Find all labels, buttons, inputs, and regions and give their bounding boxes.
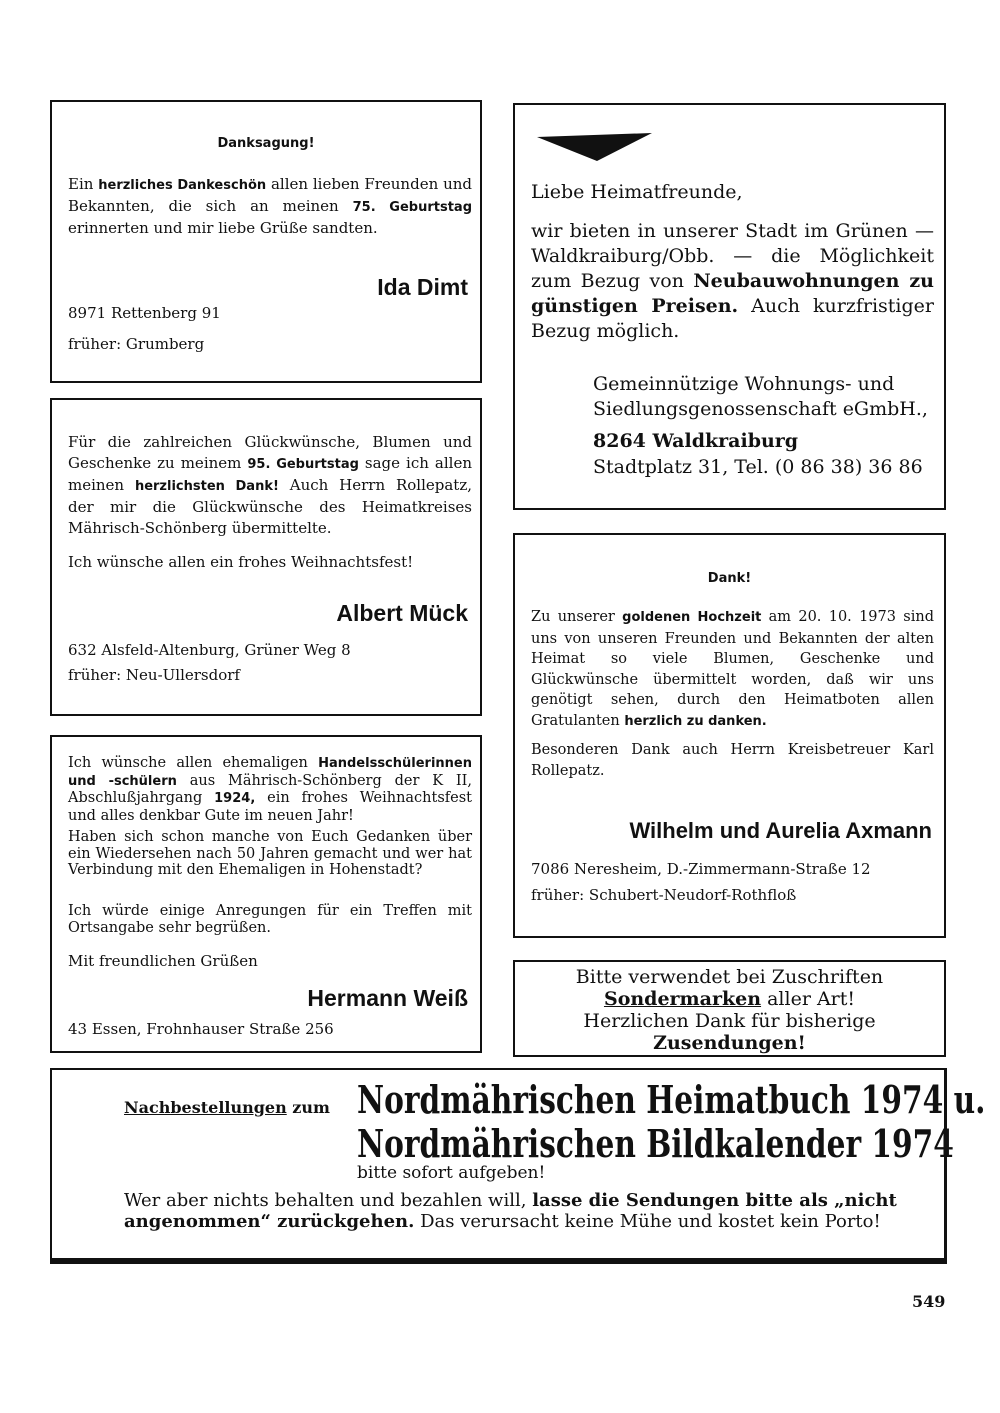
ad-title: Danksagung! xyxy=(217,136,315,151)
wish-text: Ich wünsche allen ein frohes Weihnachtsfest! xyxy=(68,553,414,571)
page-number: 549 xyxy=(912,1292,946,1311)
ad-paragraph: Besonderen Dank auch Herrn Kreisbetreuer Karl Rollepatz. xyxy=(531,742,934,779)
ad-title: Dank! xyxy=(707,571,752,586)
lead-text: Nachbestellungen zum xyxy=(124,1098,330,1117)
ad-text: Wer aber nichts behalten und bezahlen will, lasse die Sendungen bitte als „nicht angenommen“ zurückgehen. Das verursacht keine Mühe und kostet kein Porto! xyxy=(124,1190,897,1232)
ad-stamps-request xyxy=(513,960,946,1057)
company-address: Stadtplatz 31, Tel. (0 86 38) 36 86 xyxy=(593,456,923,478)
book-title: Nordmährischen Heimatbuch 1974 u. xyxy=(357,1077,986,1122)
ad-text: Ich wünsche allen ehemaligen Handelsschülerinnen und -schülern aus Mährisch-Schönberg der K II, Abschlußjahrgang 1924, ein frohes Weihnachtsfest und alles denkbar Gute im neuen Jahr! xyxy=(68,755,472,824)
address: 8971 Rettenberg 91 xyxy=(68,304,221,322)
notice-line: Bitte verwendet bei Zuschriften xyxy=(575,966,884,988)
address: 632 Alsfeld-Altenburg, Grüner Weg 8 xyxy=(68,641,351,659)
signature: Ida Dimt xyxy=(377,274,468,300)
company-city: 8264 Waldkraiburg xyxy=(593,430,799,452)
address: 7086 Neresheim, D.-Zimmermann-Straße 12 xyxy=(531,860,871,878)
former-residence: früher: Schubert-Neudorf-Rothfloß xyxy=(531,886,797,904)
signature: Hermann Weiß xyxy=(307,985,468,1011)
ad-text: Für die zahlreichen Glückwünsche, Blumen und Geschenke zu meinem 95. Geburtstag sage ich allen meinen herzlichsten Dank! Auch Herrn Rollepatz, der mir die Glückwünsche des Heimatkreises Mährisch-Schönberg übermittelte. xyxy=(68,433,473,537)
notice-line: Sondermarken aller Art! xyxy=(603,988,856,1010)
ad-text: Ein herzliches Dankeschön allen lieben Freunden und Bekannten, die sich an meinen 75. Geburtstag erinnerten und mir liebe Grüße sandten. xyxy=(68,175,472,237)
signature: Albert Mück xyxy=(336,600,468,626)
arrow-down-icon xyxy=(537,133,652,163)
ad-text: wir bieten in unserer Stadt im Grünen — Waldkraiburg/Obb. — die Möglichkeit zum Bezug von Neubauwohnungen zu günstigen Preisen. Auch kurzfristiger Bezug möglich. xyxy=(531,220,934,342)
former-residence: früher: Grumberg xyxy=(68,335,205,353)
company-name-cont: Siedlungsgenossenschaft eGmbH., xyxy=(593,398,928,420)
order-instruction: bitte sofort aufgeben! xyxy=(357,1163,546,1183)
ad-reorder-notice xyxy=(50,1068,986,1264)
address: 43 Essen, Frohnhauser Straße 256 xyxy=(68,1020,334,1038)
ad-class-reunion xyxy=(50,735,482,1053)
greeting: Mit freundlichen Grüßen xyxy=(68,952,258,970)
salutation: Liebe Heimatfreunde, xyxy=(531,181,743,203)
former-residence: früher: Neu-Ullersdorf xyxy=(68,666,240,684)
notice-line: Zusendungen! xyxy=(653,1032,806,1054)
company-name: Gemeinnützige Wohnungs- und xyxy=(593,373,895,395)
notice-line: Herzlichen Dank für bisherige xyxy=(583,1010,876,1032)
calendar-title: Nordmährischen Bildkalender 1974 xyxy=(357,1121,954,1166)
signature: Wilhelm und Aurelia Axmann xyxy=(629,818,932,843)
ad-danksagung xyxy=(50,100,482,383)
ad-text: Zu unserer goldenen Hochzeit am 20. 10. 1973 sind uns von unseren Freunden und Bekannten der alten Heimat so viele Blumen, Geschenke und Glückwünsche übermittelt worden, daß wir uns genötigt sehen, durch den Heimatboten allen Gratulanten herzlich zu danken. xyxy=(531,609,934,729)
ad-golden-wedding xyxy=(513,533,946,938)
ad-paragraph: Ich würde einige Anregungen für ein Treffen mit Ortsangabe sehr begrüßen. xyxy=(68,903,472,936)
ad-birthday-thanks xyxy=(50,398,482,716)
ad-housing-offer xyxy=(513,103,946,510)
ad-paragraph: Haben sich schon manche von Euch Gedanken über ein Wiedersehen nach 50 Jahren gemacht und wer hat Verbindung mit den Ehemaligen in Hohenstadt? xyxy=(68,829,472,878)
